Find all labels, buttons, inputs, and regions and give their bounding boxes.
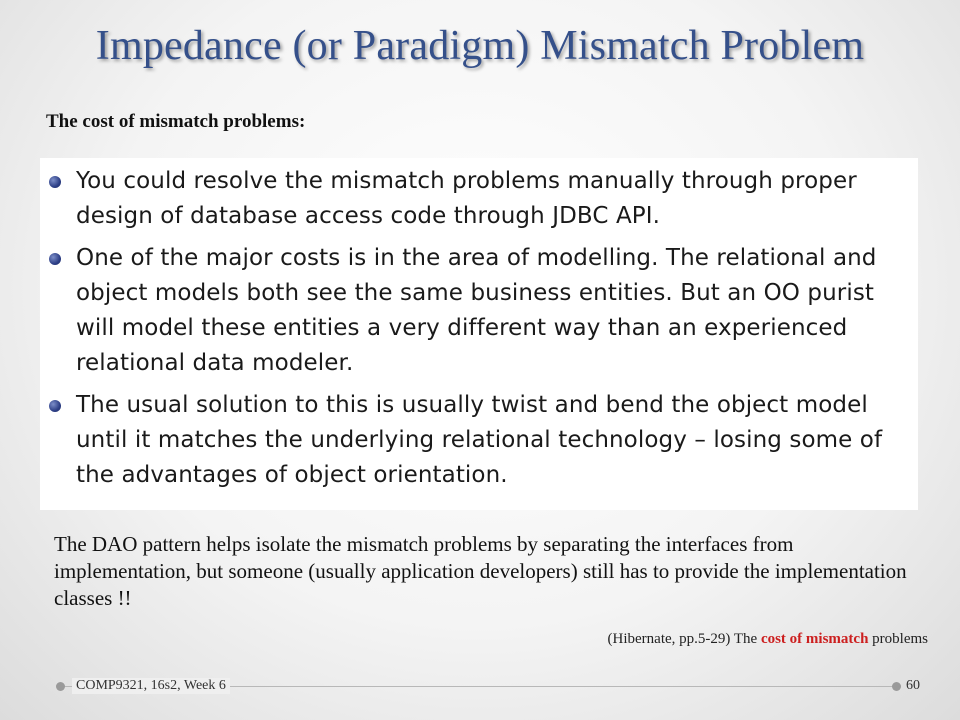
dao-paragraph: The DAO pattern helps isolate the mismatch problems by separating the interfaces from implementation, but someone (usually application developers) still has to provide the implementation classes !! [54,532,907,610]
citation-highlight: cost of mismatch [760,631,869,647]
citation-suffix: problems [868,631,928,647]
bullet-text: One of the major costs is in the area of modelling. The relational and object models both see the same business entities. But an OO purist will model these entities a very different way than an experienced relational data modeler. [76,245,877,376]
slide-footer [56,678,920,694]
footer-course: COMP9321, 16s2, Week 6 [72,678,230,694]
bullet-dot-icon [49,176,61,188]
footer-dot-icon [892,682,901,691]
footer-dot-icon [56,682,65,691]
citation [608,631,928,648]
slide-title: Impedance (or Paradigm) Mismatch Problem [95,23,865,69]
bullet-dot-icon [49,253,61,265]
bullet-text: The usual solution to this is usually twist and bend the object model until it matches the underlying relational technology – losing some of the advantages of object orientation. [76,392,883,488]
footer-page-number: 60 [906,678,920,693]
bullet-panel [40,158,918,510]
bullet-item [76,388,916,493]
citation-prefix: (Hibernate, pp.5-29) The [607,631,761,647]
bullet-item [76,164,916,234]
bullet-item [76,241,916,381]
slide-subtitle: The cost of mismatch problems: [46,111,306,132]
bullet-text: You could resolve the mismatch problems manually through proper design of database access code through JDBC API. [76,168,857,229]
bullet-dot-icon [49,400,61,412]
bullet-list [76,164,916,500]
